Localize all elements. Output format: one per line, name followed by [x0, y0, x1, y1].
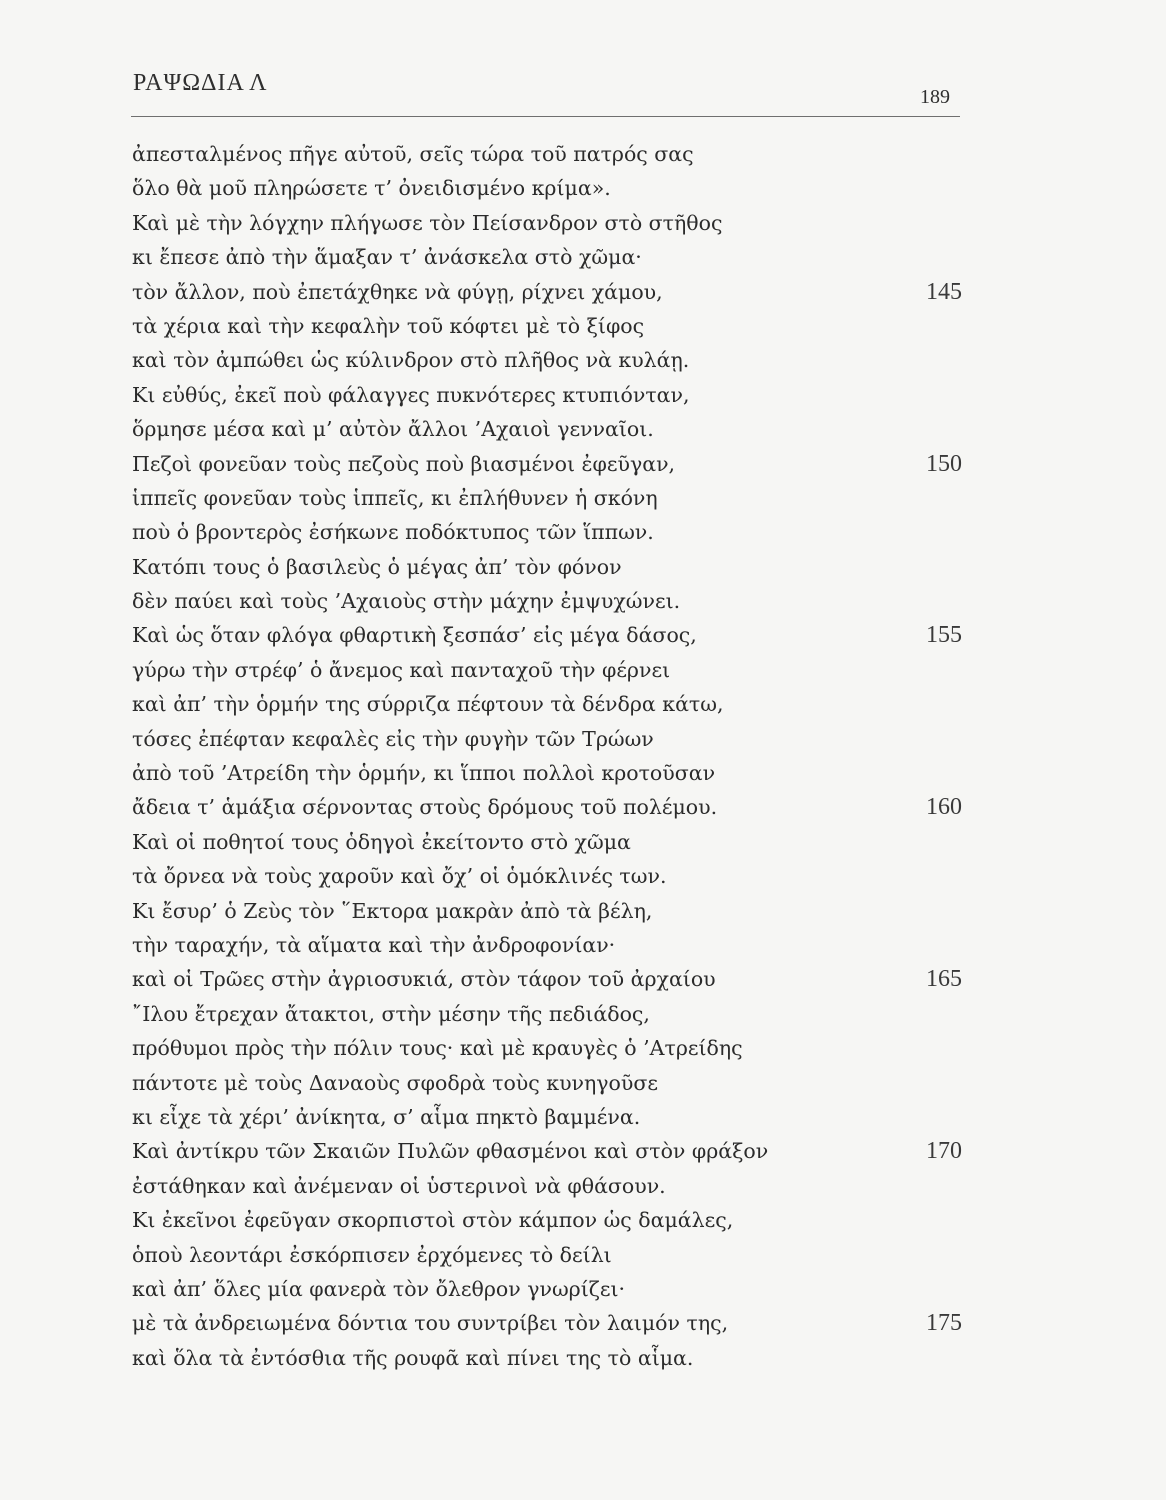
header-rule — [131, 116, 960, 117]
verse-line — [132, 928, 962, 962]
verse-line — [132, 378, 962, 412]
verse-line — [132, 1203, 962, 1237]
verse-text: καὶ τὸν ἀμπώθει ὡς κύλινδρον στὸ πλῆθος νὰ κυλάῃ. — [132, 348, 690, 373]
verse-line — [132, 653, 962, 687]
verse-text: γύρω τὴν στρέφ’ ὁ ἄνεμος καὶ πανταχοῦ τὴν φέρνει — [132, 657, 671, 682]
line-number: 175 — [926, 1310, 962, 1337]
verse-line — [132, 1066, 962, 1100]
verse-text: Κι εὐθύς, ἐκεῖ ποὺ φάλαγγες πυκνότερες κτυπιόνταν, — [132, 382, 690, 407]
verse-text: δὲν παύει καὶ τοὺς ’Αχαιοὺς στὴν μάχην ἐμψυχώνει. — [132, 589, 681, 614]
verse-text: τὴν ταραχήν, τὰ αἵματα καὶ τὴν ἀνδροφονίαν· — [132, 932, 616, 957]
verse-text: Καὶ μὲ τὴν λόγχην πλήγωσε τὸν Πείσανδρον στὸ στῆθος — [132, 210, 723, 235]
verse-text: ἱππεῖς φονεῦαν τοὺς ἱππεῖς, κι ἐπλήθυνεν ἡ σκόνη — [132, 485, 658, 510]
verse-text: ὁποὺ λεοντάρι ἐσκόρπισεν ἐρχόμενες τὸ δείλι — [132, 1242, 612, 1267]
verse-text: καὶ οἱ Τρῶες στὴν ἀγριοσυκιά, στὸν τάφον τοῦ ἀρχαίου — [132, 967, 716, 992]
verse-text: καὶ ἀπ’ τὴν ὁρμήν της σύρριζα πέφτουν τὰ δένδρα κάτω, — [132, 692, 724, 717]
verse-text: καὶ ἀπ’ ὅλες μία φανερὰ τὸν ὄλεθρον γνωρίζει· — [132, 1276, 626, 1301]
verse-line — [132, 137, 962, 171]
verse-line — [132, 687, 962, 721]
verse-text: Καὶ οἱ ποθητοί τους ὁδηγοὶ ἐκείτοντο στὸ χῶμα — [132, 829, 631, 854]
verse-text: πρόθυμοι πρὸς τὴν πόλιν τους· καὶ μὲ κραυγὲς ὁ ’Ατρείδης — [132, 1036, 743, 1061]
verse-text: τόσες ἐπέφταν κεφαλὲς εἰς τὴν φυγὴν τῶν Τρώων — [132, 726, 654, 751]
verse-line — [132, 1272, 962, 1306]
verse-line — [132, 1031, 962, 1065]
verse-line — [132, 309, 962, 343]
verse-text: ἀπὸ τοῦ ’Ατρείδη τὴν ὁρμήν, κι ἵπποι πολλοὶ κροτοῦσαν — [132, 761, 716, 786]
verse-text: ἄδεια τ’ ἁμάξια σέρνοντας στοὺς δρόμους τοῦ πολέμου. — [132, 795, 718, 820]
verse-line — [132, 997, 962, 1031]
page-number: 189 — [920, 86, 950, 108]
running-header-title: ΡΑΨΩΔΙΑ Λ — [133, 70, 268, 96]
verse-text: Κι ἔσυρ’ ὁ Ζεὺς τὸν ῞Εκτορα μακρὰν ἀπὸ τὰ βέλη, — [132, 898, 653, 923]
verse-line — [132, 1169, 962, 1203]
verse-line — [132, 1306, 962, 1340]
verse-text: Καὶ ἀντίκρυ τῶν Σκαιῶν Πυλῶν φθασμένοι καὶ στὸν φράξον — [132, 1139, 769, 1164]
verse-line — [132, 1238, 962, 1272]
line-number: 150 — [926, 450, 962, 477]
verse-line — [132, 447, 962, 481]
verse-text: Πεζοὶ φονεῦαν τοὺς πεζοὺς ποὺ βιασμένοι ἐφεῦγαν, — [132, 451, 676, 476]
verse-text: Κι ἐκεῖνοι ἐφεῦγαν σκορπιστοὶ στὸν κάμπον ὡς δαμάλες, — [132, 1208, 734, 1233]
verse-line — [132, 618, 962, 652]
verse-text: τὰ χέρια καὶ τὴν κεφαλὴν τοῦ κόφτει μὲ τὸ ξίφος — [132, 313, 645, 338]
verse-text: ὅλο θὰ μοῦ πληρώσετε τ’ ὀνειδισμένο κρίμα». — [132, 176, 611, 201]
verse-line — [132, 206, 962, 240]
verse-line — [132, 1134, 962, 1168]
verse-line — [132, 171, 962, 205]
verse-text: τὸν ἄλλον, ποὺ ἐπετάχθηκε νὰ φύγῃ, ρίχνει χάμου, — [132, 279, 663, 304]
verse-line — [132, 1341, 962, 1375]
verse-line — [132, 859, 962, 893]
verse-line — [132, 1100, 962, 1134]
verse-line — [132, 790, 962, 824]
verse-line — [132, 275, 962, 309]
verse-line — [132, 756, 962, 790]
verse-text: Κατόπι τους ὁ βασιλεὺς ὁ μέγας ἀπ’ τὸν φόνον — [132, 554, 622, 579]
verse-line — [132, 412, 962, 446]
verse-line — [132, 722, 962, 756]
verse-line — [132, 584, 962, 618]
verse-text: κι ἔπεσε ἀπὸ τὴν ἅμαξαν τ’ ἀνάσκελα στὸ χῶμα· — [132, 245, 642, 270]
verse-text: ποὺ ὁ βροντερὸς ἐσήκωνε ποδόκτυπος τῶν ἵππων. — [132, 520, 654, 545]
verse-line — [132, 481, 962, 515]
verse-line — [132, 962, 962, 996]
verse-text: καὶ ὅλα τὰ ἐντόσθια τῆς ρουφᾶ καὶ πίνει της τὸ αἷμα. — [132, 1345, 694, 1370]
verse-text: πάντοτε μὲ τοὺς Δαναοὺς σφοδρὰ τοὺς κυνηγοῦσε — [132, 1070, 658, 1095]
verse-text: τὰ ὄρνεα νὰ τοὺς χαροῦν καὶ ὄχ’ οἱ ὁμόκλινές των. — [132, 864, 667, 889]
verse-text: ῎Ιλου ἔτρεχαν ἄτακτοι, στὴν μέσην τῆς πεδιάδος, — [132, 1001, 650, 1026]
line-number: 145 — [926, 278, 962, 305]
line-number: 170 — [926, 1138, 962, 1165]
line-number: 155 — [926, 622, 962, 649]
verse-line — [132, 550, 962, 584]
verse-text: Καὶ ὡς ὅταν φλόγα φθαρτικὴ ξεσπάσ’ εἰς μέγα δάσος, — [132, 623, 697, 648]
verse-block — [132, 137, 962, 1375]
line-number: 165 — [926, 966, 962, 993]
verse-text: ἀπεσταλμένος πῆγε αὐτοῦ, σεῖς τώρα τοῦ πατρός σας — [132, 142, 694, 166]
verse-text: κι εἶχε τὰ χέρι’ ἀνίκητα, σ’ αἷμα πηκτὸ βαμμένα. — [132, 1104, 641, 1129]
verse-text: ἐστάθηκαν καὶ ἀνέμεναν οἱ ὑστερινοὶ νὰ φθάσουν. — [132, 1173, 666, 1198]
verse-text: ὅρμησε μέσα καὶ μ’ αὐτὸν ἄλλοι ’Αχαιοὶ γενναῖοι. — [132, 417, 654, 442]
verse-line — [132, 825, 962, 859]
verse-line — [132, 894, 962, 928]
verse-line — [132, 343, 962, 377]
line-number: 160 — [926, 794, 962, 821]
verse-line — [132, 515, 962, 549]
verse-line — [132, 240, 962, 274]
verse-text: μὲ τὰ ἀνδρειωμένα δόντια του συντρίβει τὸν λαιμόν της, — [132, 1311, 729, 1336]
